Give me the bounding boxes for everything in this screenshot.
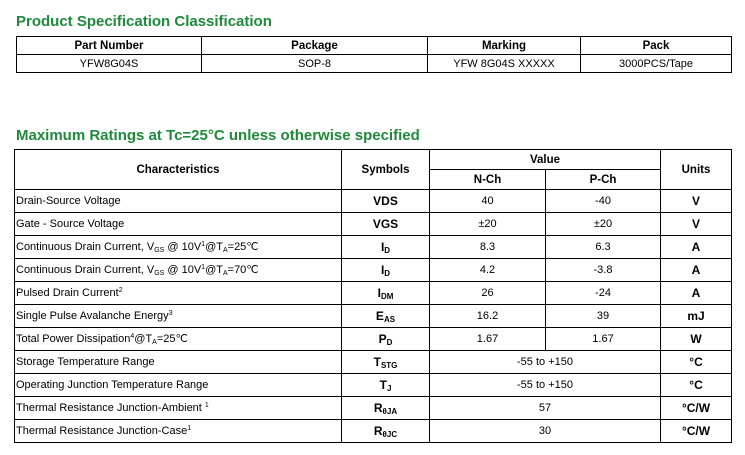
symbol-main: T (379, 377, 387, 392)
unit-cell: V (661, 213, 732, 236)
pch-value: 6.3 (546, 236, 661, 259)
part-number-value: YFW8G04S (17, 55, 202, 73)
pch-value: ±20 (546, 213, 661, 236)
pch-value: -24 (546, 282, 661, 305)
table-row (15, 236, 732, 259)
symbol-subscript: DM (380, 291, 394, 301)
unit-cell: °C/W (661, 397, 732, 420)
char-text: Continuous Drain Current, V (16, 241, 155, 253)
char-text: @T (134, 333, 153, 345)
characteristic-cell: Drain-Source Voltage (15, 190, 342, 213)
symbol-cell (342, 236, 430, 259)
pch-value: -40 (546, 190, 661, 213)
symbol-subscript: AS (383, 314, 396, 324)
characteristic-cell (15, 236, 342, 259)
pack-value: 3000PCS/Tape (581, 55, 732, 73)
symbol-main: T (373, 354, 381, 369)
char-text: =25℃ (156, 333, 188, 345)
table-row (15, 213, 732, 236)
char-text: Thermal Resistance Junction-Case (16, 425, 188, 437)
symbol-subscript: D (384, 268, 391, 278)
header-nch: N-Ch (430, 170, 546, 190)
header-pack: Pack (581, 37, 732, 55)
footnote-ref: 4 (130, 333, 135, 340)
char-subscript: GS (154, 247, 165, 254)
characteristic-cell: Storage Temperature Range (15, 351, 342, 374)
char-text: @ 10V (164, 241, 202, 253)
package-value: SOP-8 (202, 55, 428, 73)
symbol-subscript: STG (380, 360, 398, 370)
symbol-cell (342, 259, 430, 282)
footnote-ref: 1 (204, 402, 209, 409)
char-text: @T (205, 264, 223, 276)
symbol-main: I (377, 285, 381, 300)
unit-cell: A (661, 282, 732, 305)
merged-value: 30 (430, 420, 661, 443)
table-row (15, 397, 732, 420)
header-marking: Marking (428, 37, 581, 55)
characteristic-cell (15, 305, 342, 328)
nch-value: 16.2 (430, 305, 546, 328)
symbol-main: R (373, 423, 383, 438)
marking-value: YFW 8G04S XXXXX (428, 55, 581, 73)
characteristic-cell: Operating Junction Temperature Range (15, 374, 342, 397)
pch-value: -3.8 (546, 259, 661, 282)
merged-value: 57 (430, 397, 661, 420)
footnote-ref: 1 (187, 425, 192, 432)
spec-section-title: Product Specification Classification (16, 13, 272, 30)
symbol-cell (342, 305, 430, 328)
char-text: =70℃ (227, 264, 259, 276)
symbol-subscript: D (386, 337, 393, 347)
characteristic-cell (15, 328, 342, 351)
nch-value: 1.67 (430, 328, 546, 351)
characteristic-cell: Gate - Source Voltage (15, 213, 342, 236)
header-symbols: Symbols (342, 150, 430, 190)
footnote-ref: 3 (168, 310, 173, 317)
nch-value: 26 (430, 282, 546, 305)
pch-value: 1.67 (546, 328, 661, 351)
symbol-cell (342, 374, 430, 397)
pch-value: 39 (546, 305, 661, 328)
symbol-main: E (375, 308, 384, 323)
ratings-header-row-1 (15, 150, 732, 170)
symbol-subscript: D (384, 245, 391, 255)
nch-value: 4.2 (430, 259, 546, 282)
ratings-table (14, 149, 732, 443)
table-row (15, 420, 732, 443)
characteristic-cell (15, 259, 342, 282)
unit-cell: °C (661, 351, 732, 374)
symbol-main: I (380, 262, 385, 277)
char-subscript: GS (154, 270, 165, 277)
nch-value: 40 (430, 190, 546, 213)
table-row (15, 328, 732, 351)
spec-table (16, 36, 732, 73)
symbol-main: R (373, 400, 383, 415)
ratings-section-title: Maximum Ratings at Tc=25°C unless otherwise specified (16, 127, 420, 144)
char-subscript: A (152, 339, 157, 346)
char-text: Pulsed Drain Current (16, 287, 119, 299)
symbol-cell (342, 351, 430, 374)
char-text: Total Power Dissipation (16, 333, 131, 345)
char-text: Thermal Resistance Junction-Ambient (16, 402, 205, 414)
header-characteristics: Characteristics (15, 150, 342, 190)
unit-cell: W (661, 328, 732, 351)
char-text: Single Pulse Avalanche Energy (16, 310, 169, 322)
symbol-subscript: J (386, 383, 392, 393)
header-part-number: Part Number (17, 37, 202, 55)
symbol-main: I (380, 239, 385, 254)
symbol-cell: VGS (342, 213, 430, 236)
unit-cell: mJ (661, 305, 732, 328)
nch-value: ±20 (430, 213, 546, 236)
char-text: =25℃ (227, 241, 259, 253)
header-package: Package (202, 37, 428, 55)
char-subscript: A (222, 270, 228, 277)
unit-cell: °C/W (661, 420, 732, 443)
unit-cell: A (661, 259, 732, 282)
unit-cell: V (661, 190, 732, 213)
symbol-subscript: θJC (382, 429, 398, 439)
char-subscript: A (222, 247, 228, 254)
footnote-ref: 2 (118, 287, 123, 294)
symbol-main: P (378, 331, 387, 346)
symbol-cell: VDS (342, 190, 430, 213)
characteristic-cell (15, 420, 342, 443)
table-row (15, 259, 732, 282)
table-row (15, 190, 732, 213)
table-row (15, 351, 732, 374)
unit-cell: °C (661, 374, 732, 397)
table-row (15, 305, 732, 328)
spec-row (17, 55, 732, 73)
header-pch: P-Ch (546, 170, 661, 190)
symbol-cell (342, 328, 430, 351)
merged-value: -55 to +150 (430, 374, 661, 397)
nch-value: 8.3 (430, 236, 546, 259)
footnote-ref: 1 (201, 264, 206, 271)
char-text: Continuous Drain Current, V (16, 264, 155, 276)
merged-value: -55 to +150 (430, 351, 661, 374)
table-row (15, 374, 732, 397)
table-row (15, 282, 732, 305)
char-text: @ 10V (164, 264, 202, 276)
characteristic-cell (15, 282, 342, 305)
header-units: Units (661, 150, 732, 190)
spec-header-row (17, 37, 732, 55)
char-text: @T (205, 241, 223, 253)
symbol-subscript: θJA (382, 406, 398, 416)
symbol-cell (342, 397, 430, 420)
footnote-ref: 1 (201, 241, 206, 248)
header-value: Value (430, 150, 661, 170)
symbol-cell (342, 282, 430, 305)
symbol-cell (342, 420, 430, 443)
characteristic-cell (15, 397, 342, 420)
unit-cell: A (661, 236, 732, 259)
